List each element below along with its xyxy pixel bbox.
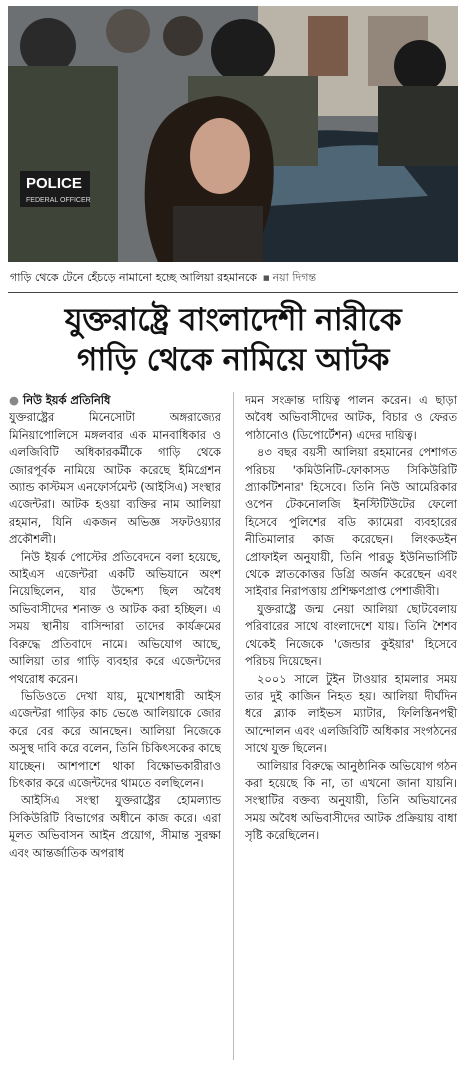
paragraph: দমন সংক্রান্ত দায়িত্ব পালন করেন। এ ছাড়া অবৈধ অভিবাসীদের আটক, বিচার ও ফেরত পাঠানোও (ডিপোর্টেশন) এদের দায়িত্ব। bbox=[245, 393, 457, 442]
headline-line-2: গাড়ি থেকে নামিয়ে আটক bbox=[76, 342, 389, 378]
caption-text: গাড়ি থেকে টেনে হেঁচড়ে নামানো হচ্ছে আলিয়া রহমানকে bbox=[10, 271, 257, 284]
news-photo bbox=[8, 6, 458, 262]
paragraph: ভিডিওতে দেখা যায়, মুখোশধারী আইস এজেন্টরা গাড়ির কাচ ভেঙে আলিয়াকে জোর করে বের করে আনছেন। আলিয়া নিজেকে অসুস্থ দাবি করে বলেন, তিনি চিকিৎসকের কাছে যাচ্ছেন। আশপাশে থাকা বিক্ষোভকারীরাও চিৎকার করে এজেন্টদের থামতে বলছিলেন। bbox=[9, 688, 221, 790]
column-divider bbox=[233, 392, 234, 1060]
photo-credit: ■ নয়া দিগন্ত bbox=[263, 271, 316, 284]
article-column-right bbox=[245, 392, 457, 1062]
paragraph: যুক্তরাষ্ট্রের মিনেসোটা অঙ্গরাজ্যের মিনিয়াপোলিসে মঙ্গলবার এক মানবাধিকার ও এলজিবিটি অধিকারকর্মীকে গাড়ি থেকে জোরপূর্বক নামিয়ে আটক করেছে ইমিগ্রেশন অ্যান্ড কাস্টমস এনফোর্সমেন্ট (আইসিএ) সংস্থার এজেন্টরা। আটক হওয়া ব্যক্তির নাম আলিয়া রহমান, যিনি একজন অভিজ্ঞ সফটওয়্যার প্রকৌশলী। bbox=[9, 410, 221, 547]
arrest-scene-illustration bbox=[8, 6, 458, 262]
paragraph: যুক্তরাষ্ট্রে জন্ম নেয়া আলিয়া ছোটবেলায় পরিবারের সাথে বাংলাদেশে যায়। তিনি শৈশব থেকেই নিজেকে 'জেন্ডার কুইয়ার' হিসেবে পরিচয় দিয়েছেন। bbox=[245, 601, 457, 669]
paragraph: ২০০১ সালে টুইন টাওয়ার হামলার সময় তার দুই কাজিন নিহত হয়। আলিয়া দীর্ঘদিন ধরে ব্ল্যাক লাইভস ম্যাটার, ফিলিস্তিনপন্থী আন্দোলন এবং এলজিবিটি অধিকার সংগঠনের সাথে যুক্ত ছিলেন। bbox=[245, 671, 457, 756]
paragraph: ৪৩ বছর বয়সী আলিয়া রহমানের পেশাগত পরিচয় 'কমিউনিটি-ফোকাসড সিকিউরিটি প্র্যাকটিশনার' হিসেবে। তিনি নিউ আমেরিকার ওপেন টেকনোলজি ইনস্টিটিউটের ফেলো হিসেবে পুলিশের বডি ক্যামেরা ব্যবহারের নীতিমালার কাজ করেছেন। লিংকডইন প্রোফাইল অনুযায়ী, তিনি পারডু ইউনিভার্সিটি থেকে স্নাতকোত্তর ডিগ্রি অর্জন করেছেন এবং সাইবার নিরাপত্তায় প্রশিক্ষণপ্রাপ্ত পেশাজীবী। bbox=[245, 445, 457, 599]
paragraph: আলিয়ার বিরুদ্ধে আনুষ্ঠানিক অভিযোগ গঠন করা হয়েছে কি না, তা এখনো জানা যায়নি। সংস্থাটির বক্তব্য অনুযায়ী, তিনি অভিযানের সময় অবৈধ অভিবাসীদের আটক প্রক্রিয়ায় বাধা সৃষ্টি করেছিলেন। bbox=[245, 758, 457, 843]
police-badge-subtext: FEDERAL OFFICER bbox=[26, 197, 91, 204]
caption-divider bbox=[8, 292, 458, 293]
byline: ● নিউ ইয়র্ক প্রতিনিধি bbox=[9, 392, 221, 409]
paragraph: আইসিএ সংস্থা যুক্তরাষ্ট্রের হোমল্যান্ড সিকিউরিটি বিভাগের অধীনে কাজ করে। এরা মূলত অভিবাসন আইন প্রয়োগ, সীমান্ত সুরক্ষা এবং আন্তর্জাতিক অপরাধ bbox=[9, 793, 221, 860]
headline bbox=[8, 300, 458, 380]
police-badge-text: POLICE bbox=[26, 175, 82, 192]
article-column-left bbox=[9, 392, 221, 1062]
headline-line-1: যুক্তরাষ্ট্রে বাংলাদেশী নারীকে bbox=[64, 302, 402, 338]
paragraph: নিউ ইয়র্ক পোস্টের প্রতিবেদনে বলা হয়েছে, আইএস এজেন্টরা একটি অভিযানে অংশ নিয়েছিলেন, যার উদ্দেশ্য ছিল অবৈধ অভিবাসীদের শনাক্ত ও আটক করা হচ্ছিল। এ সময় স্থানীয় বাসিন্দারা তাদের কার্যক্রমের বিরুদ্ধে প্রতিবাদে নামে। অভিযোগ আছে, আলিয়া তার গাড়ি ব্যবহার করে এজেন্টদের পথরোধ করেন। bbox=[9, 549, 221, 686]
photo-caption bbox=[10, 268, 456, 288]
